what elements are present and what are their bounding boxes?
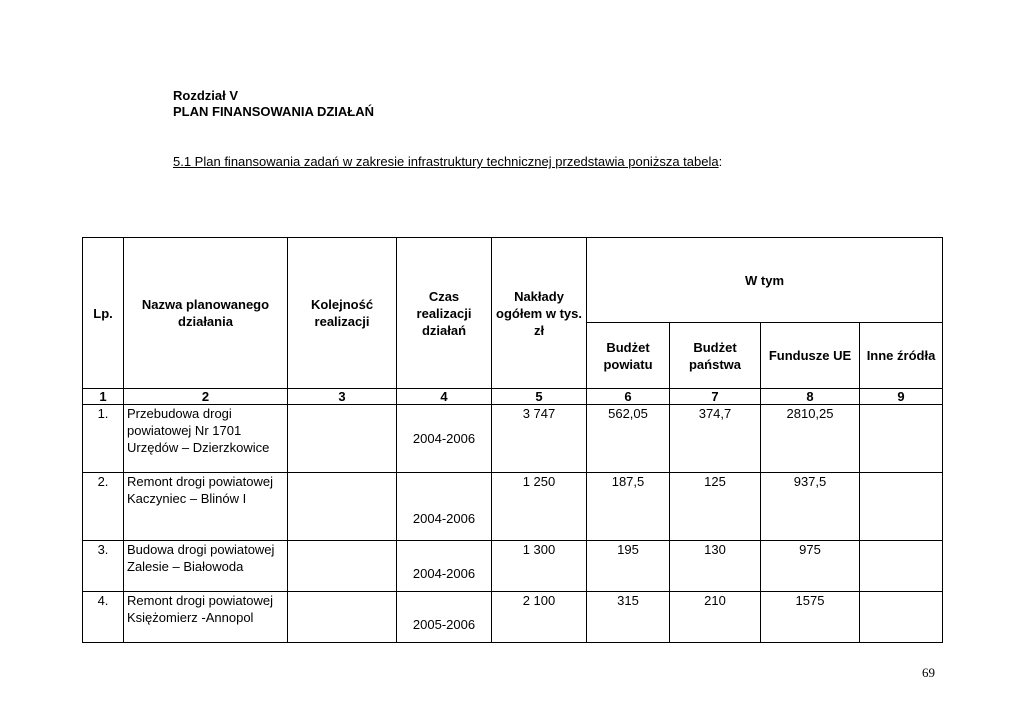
table-row <box>83 541 943 592</box>
chapter-heading <box>173 88 374 120</box>
column-number: 6 <box>587 389 670 405</box>
header-county: Budżet powiatu <box>587 323 670 389</box>
table-row <box>83 592 943 643</box>
row-order <box>288 541 397 592</box>
row-other <box>860 473 943 541</box>
row-other <box>860 592 943 643</box>
row-county: 315 <box>587 592 670 643</box>
row-lp: 4. <box>83 592 124 643</box>
table-row <box>83 405 943 473</box>
row-total: 2 100 <box>492 592 587 643</box>
row-lp: 3. <box>83 541 124 592</box>
intro-paragraph <box>173 154 722 170</box>
row-order <box>288 592 397 643</box>
column-number-row <box>83 389 943 405</box>
column-number: 9 <box>860 389 943 405</box>
header-period: Czas realizacji działań <box>397 238 492 389</box>
row-eu: 1575 <box>761 592 860 643</box>
header-state: Budżet państwa <box>670 323 761 389</box>
column-number: 8 <box>761 389 860 405</box>
row-state: 374,7 <box>670 405 761 473</box>
page-number: 69 <box>922 665 935 680</box>
header-name: Nazwa planowanego działania <box>124 238 288 389</box>
row-lp: 2. <box>83 473 124 541</box>
row-period: 2004-2006 <box>397 473 492 541</box>
row-order <box>288 405 397 473</box>
row-total: 1 300 <box>492 541 587 592</box>
intro-suffix: : <box>718 154 723 169</box>
financing-table <box>82 237 943 643</box>
row-county: 195 <box>587 541 670 592</box>
column-number: 2 <box>124 389 288 405</box>
column-number: 4 <box>397 389 492 405</box>
row-name: Budowa drogi powiatowej Zalesie – Białowoda <box>124 541 288 592</box>
column-number: 3 <box>288 389 397 405</box>
row-name: Remont drogi powiatowej Kaczyniec – Blinów I <box>124 473 288 541</box>
row-county: 187,5 <box>587 473 670 541</box>
header-order: Kolejność realizacji <box>288 238 397 389</box>
header-total: Nakłady ogółem w tys. zł <box>492 238 587 389</box>
header-lp: Lp. <box>83 238 124 389</box>
row-other <box>860 405 943 473</box>
row-name: Przebudowa drogi powiatowej Nr 1701 Urzędów – Dzierzkowice <box>124 405 288 473</box>
row-period: 2004-2006 <box>397 541 492 592</box>
row-county: 562,05 <box>587 405 670 473</box>
row-period: 2004-2006 <box>397 405 492 473</box>
header-other: Inne źródła <box>860 323 943 389</box>
row-other <box>860 541 943 592</box>
column-number: 1 <box>83 389 124 405</box>
row-period: 2005-2006 <box>397 592 492 643</box>
column-number: 7 <box>670 389 761 405</box>
row-order <box>288 473 397 541</box>
row-state: 130 <box>670 541 761 592</box>
row-lp: 1. <box>83 405 124 473</box>
row-total: 1 250 <box>492 473 587 541</box>
header-of-which: W tym <box>587 238 943 323</box>
table-row <box>83 473 943 541</box>
row-state: 210 <box>670 592 761 643</box>
intro-text: 5.1 Plan finansowania zadań w zakresie infrastruktury technicznej przedstawia poniższa tabela <box>173 154 719 169</box>
chapter-title: PLAN FINANSOWANIA DZIAŁAŃ <box>173 104 375 119</box>
column-number: 5 <box>492 389 587 405</box>
row-total: 3 747 <box>492 405 587 473</box>
row-eu: 975 <box>761 541 860 592</box>
chapter-label: Rozdział V <box>173 88 239 103</box>
row-name: Remont drogi powiatowej Księżomierz -Annopol <box>124 592 288 643</box>
row-eu: 937,5 <box>761 473 860 541</box>
row-eu: 2810,25 <box>761 405 860 473</box>
header-eu: Fundusze UE <box>761 323 860 389</box>
row-state: 125 <box>670 473 761 541</box>
